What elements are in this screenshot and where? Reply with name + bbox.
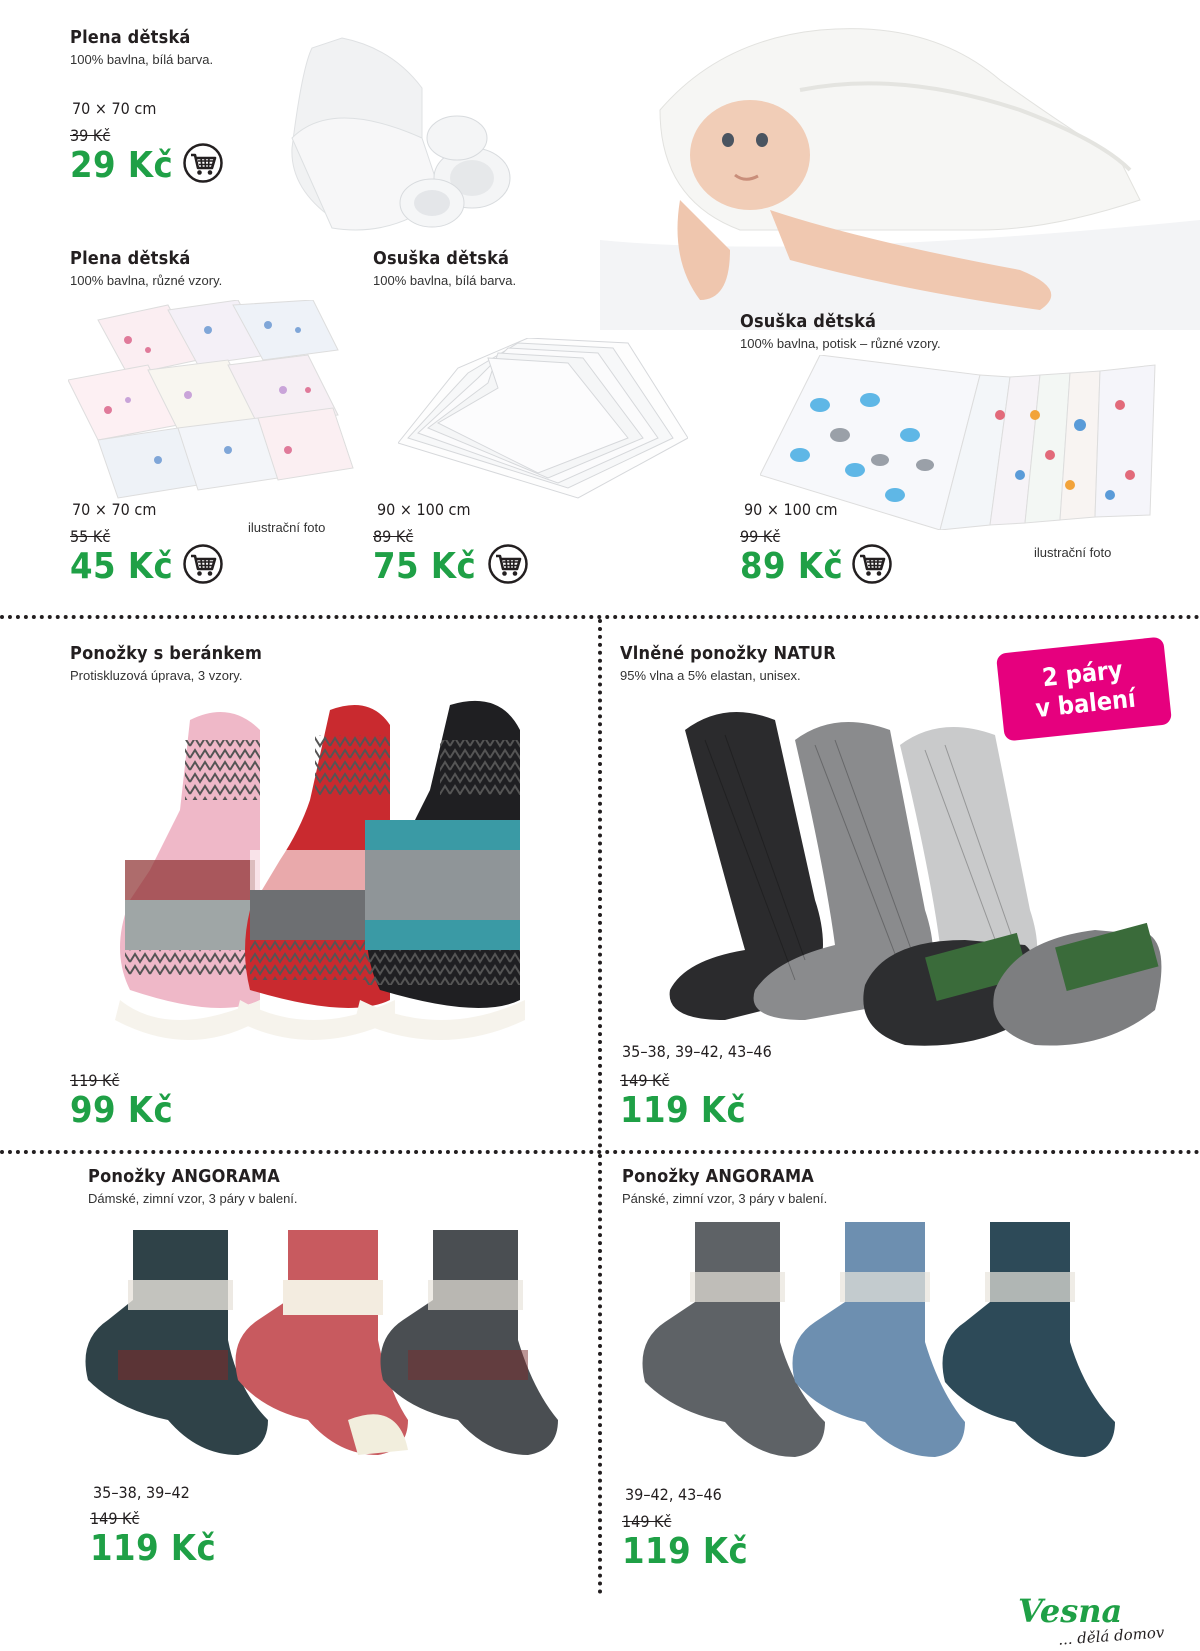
product-size: 35–38, 39–42, 43–46 xyxy=(622,1042,772,1061)
product-size: 39–42, 43–46 xyxy=(625,1485,722,1504)
product-title: Osuška dětská xyxy=(740,311,877,332)
old-price: 149 Kč xyxy=(90,1509,140,1528)
product-size: 70 × 70 cm xyxy=(72,500,157,519)
cart-icon[interactable] xyxy=(183,143,223,183)
product-image-sherpa-socks xyxy=(110,700,550,1060)
illustrative-photo-note: ilustrační foto xyxy=(1034,545,1112,560)
product-subtitle: Pánské, zimní vzor, 3 páry v balení. xyxy=(622,1191,828,1206)
product-subtitle: 95% vlna a 5% elastan, unisex. xyxy=(620,668,801,683)
product-size: 90 × 100 cm xyxy=(377,500,471,519)
product-subtitle: 100% bavlna, různé vzory. xyxy=(70,273,223,288)
price: 75 Kč xyxy=(373,546,477,587)
product-image-baby xyxy=(600,0,1200,330)
price: 119 Kč xyxy=(622,1531,749,1572)
product-title: Ponožky s beránkem xyxy=(70,643,263,664)
badge-line: 2 páry xyxy=(1040,654,1124,693)
product-size: 70 × 70 cm xyxy=(72,99,157,118)
product-image-angorama-mens xyxy=(635,1212,1125,1467)
product-size: 90 × 100 cm xyxy=(744,500,838,519)
product-image-diapers-patterned xyxy=(68,300,358,500)
old-price: 149 Kč xyxy=(620,1071,670,1090)
product-subtitle: Dámské, zimní vzor, 3 páry v balení. xyxy=(88,1191,298,1206)
product-title: Plena dětská xyxy=(70,248,191,269)
product-title: Plena dětská xyxy=(70,27,191,48)
illustrative-photo-note: ilustrační foto xyxy=(248,520,326,535)
price: 29 Kč xyxy=(70,145,174,186)
cart-icon[interactable] xyxy=(852,544,892,584)
product-title: Vlněné ponožky NATUR xyxy=(620,643,836,664)
cart-icon[interactable] xyxy=(183,544,223,584)
price: 45 Kč xyxy=(70,546,174,587)
price: 119 Kč xyxy=(90,1528,217,1569)
badge-line: v balení xyxy=(1034,683,1137,724)
old-price: 119 Kč xyxy=(70,1071,120,1090)
product-image-towels-white xyxy=(398,338,688,503)
old-price: 39 Kč xyxy=(70,126,111,145)
brand-slogan: ... dělá domov xyxy=(1057,1623,1165,1649)
product-subtitle: 100% bavlna, bílá barva. xyxy=(373,273,517,288)
old-price: 99 Kč xyxy=(740,527,781,546)
product-subtitle: Protiskluzová úprava, 3 vzory. xyxy=(70,668,243,683)
product-image-angorama-womens xyxy=(78,1220,568,1465)
product-subtitle: 100% bavlna, potisk – různé vzory. xyxy=(740,336,941,351)
product-size: 35–38, 39–42 xyxy=(93,1483,190,1502)
cart-icon[interactable] xyxy=(488,544,528,584)
old-price: 149 Kč xyxy=(622,1512,672,1531)
price: 119 Kč xyxy=(620,1090,747,1131)
product-title: Ponožky ANGORAMA xyxy=(622,1166,815,1187)
price: 89 Kč xyxy=(740,546,844,587)
old-price: 55 Kč xyxy=(70,527,111,546)
column-divider xyxy=(598,1154,602,1594)
price: 99 Kč xyxy=(70,1090,174,1131)
product-title: Osuška dětská xyxy=(373,248,510,269)
product-image-diapers-white xyxy=(272,28,527,236)
vesna-logo: Vesna xyxy=(1018,1592,1123,1630)
column-divider xyxy=(598,619,602,1148)
product-subtitle: 100% bavlna, bílá barva. xyxy=(70,52,214,67)
product-title: Ponožky ANGORAMA xyxy=(88,1166,281,1187)
old-price: 89 Kč xyxy=(373,527,414,546)
